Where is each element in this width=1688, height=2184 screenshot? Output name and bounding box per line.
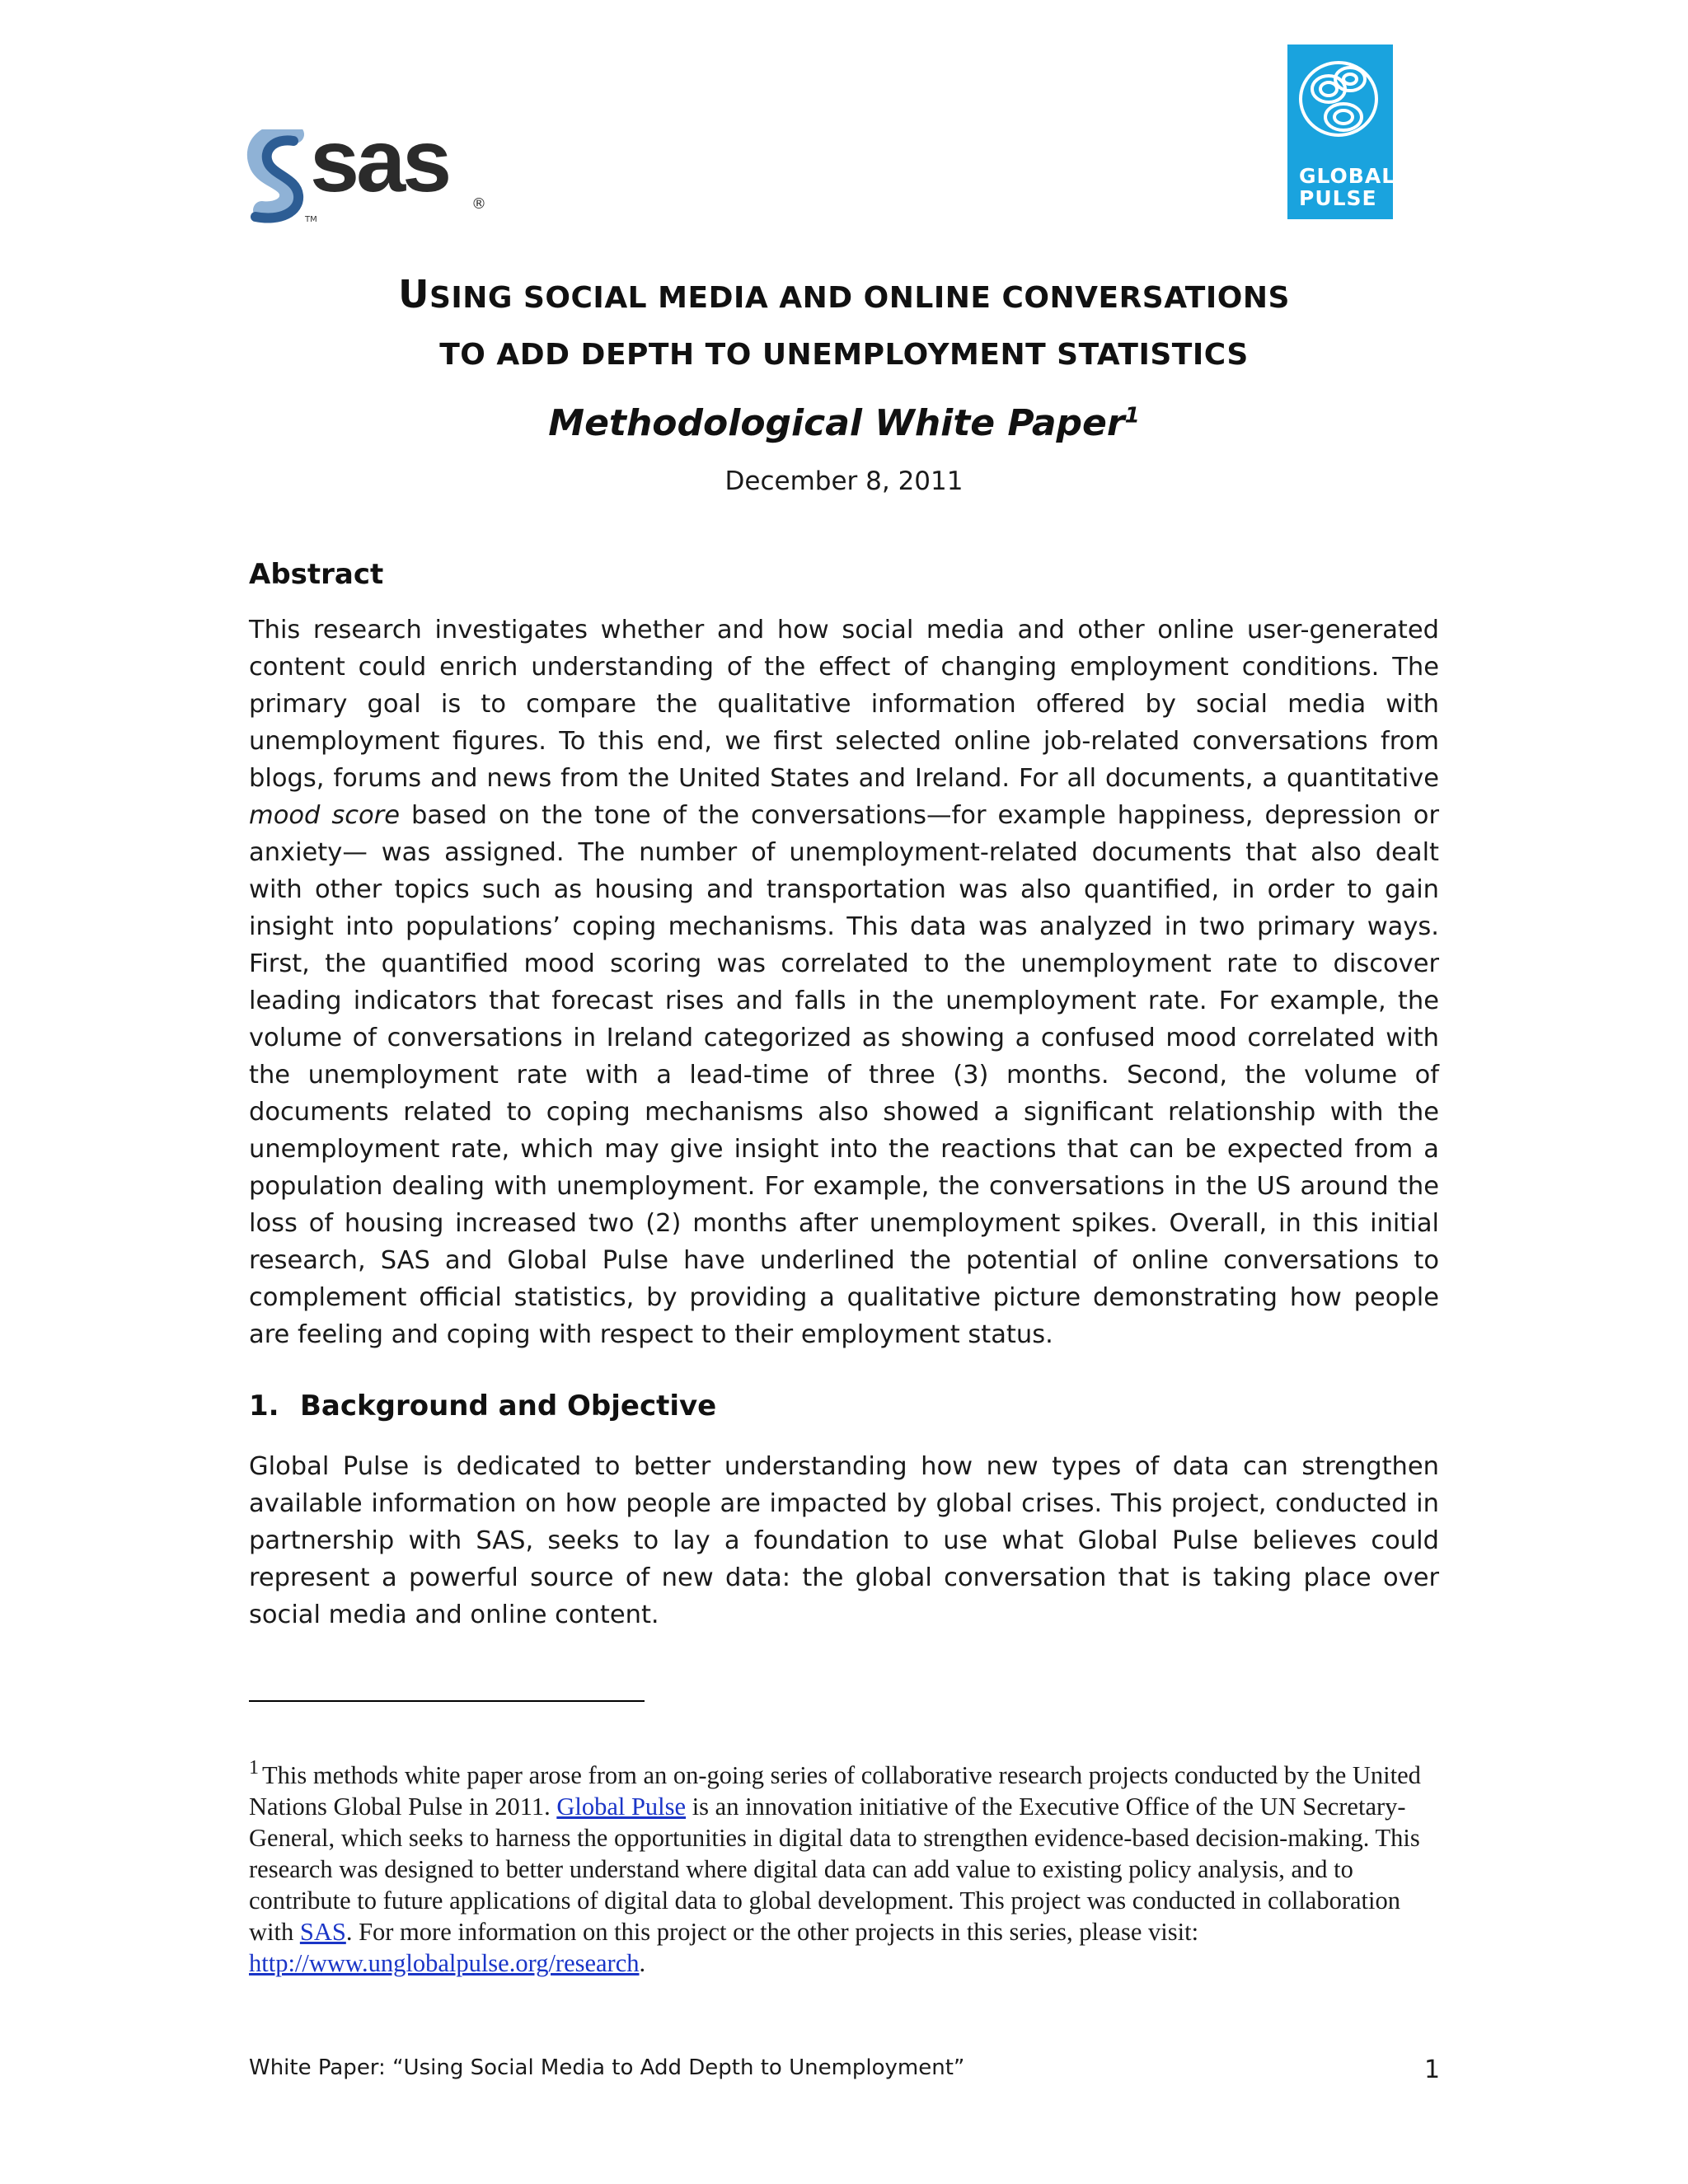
abstract-text-2: based on the tone of the conversations—for example happiness, depression or anxiety— was assigned. The number of unemployment-related documents that also dealt with other topics such as housing and transportation was also quantified, in order to gain insight into populations’ coping mechanisms. This data was analyzed in two primary ways. First, the quantified mood scoring was correlated to the unemployment rate to discover leading indicators that forecast rises and falls in the unemployment rate. For example, the volume of conversations in Ireland categorized as showing a confused mood correlated with the unemployment rate with a lead-time of three (3) months. Second, the volume of documents related to coping mechanisms also showed a significant relationship with the unemployment rate, which may give insight into the reactions that can be expected from a population dealing with unemployment. For example, the conversations in the US around the loss of housing increased two (2) months after unemployment spikes. Overall, in this initial research, SAS and Global Pulse have underlined the potential of online conversations to complement official statistics, by providing a qualitative picture demonstrating how people are feeling and coping with respect to their employment status. [249,801,1439,1349]
footnote [249,1752,1439,1979]
footnote-text-2: is an innovation initiative of the Executive Office of the UN Secretary-General, which seeks to harness the opportunities in digital data to strengthen evidence-based decision-making. This research was designed to better understand where digital data can add value to existing policy analysis, and to contribute to future applications of digital data to global development. This project was conducted in collaboration with [249,1793,1420,1946]
global-pulse-line1: GLOBAL [1299,164,1396,188]
title-initial-cap: U [398,272,429,316]
research-url-link[interactable]: http://www.unglobalpulse.org/research [249,1949,640,1977]
footnote-separator [249,1700,645,1702]
publication-date: December 8, 2011 [724,466,964,496]
trademark-mark: TM [305,215,317,224]
section-1-heading [249,1390,716,1422]
page-footer: White Paper: “Using Social Media to Add Depth to Unemployment” [249,2055,965,2080]
global-pulse-rings-icon [1287,45,1393,160]
footnote-text-4: . [639,1949,646,1977]
title-line-2: TO ADD DEPTH TO UNEMPLOYMENT STATISTICS [439,338,1249,372]
section-number: 1. [249,1390,279,1422]
section-1-paragraph: Global Pulse is dedicated to better understanding how new types of data can strengthen available information on how people are impacted by global crises. This project, conducted in partnership with SAS, seeks to lay a foundation to use what Global Pulse believes could represent a powerful source of new data: the global conversation that is taking place over social media and online content. [249,1452,1439,1629]
title-line-1 [0,272,1688,316]
sas-swirl-icon [244,129,318,227]
registered-mark: ® [471,195,486,213]
subtitle-text: Methodological White Paper [548,402,1125,444]
abstract-italic-term: mood score [249,801,400,830]
abstract-paragraph [249,612,1439,1353]
global-pulse-logo [1287,45,1396,219]
global-pulse-text [1299,164,1396,210]
abstract-heading: Abstract [249,558,384,591]
section-title: Background and Objective [300,1390,717,1422]
page-number: 1 [1424,2055,1441,2084]
footnote-text-1: This methods white paper arose from an on-going series of collaborative research projects conducted by the United Nations Global Pulse in 2011. [249,1761,1421,1821]
subtitle-footnote-mark: 1 [1124,403,1140,429]
abstract-text-1: This research investigates whether and how social media and other online user-generated content could enrich understanding of the effect of changing employment conditions. The primary goal is to compare the qualitative information offered by social media with unemployment figures. To this end, we first selected online job-related conversations from blogs, forums and news from the United States and Ireland. For all documents, a quantitative [249,616,1439,793]
subtitle [0,402,1688,444]
global-pulse-line2: PULSE [1299,186,1377,210]
footnote-text-3: . For more information on this project or the other projects in this series, please visit: [345,1918,1199,1946]
sas-logo [244,110,491,235]
title-line-1-rest: SING SOCIAL MEDIA AND ONLINE CONVERSATIONS [429,281,1290,315]
global-pulse-link[interactable]: Global Pulse [556,1793,687,1821]
footnote-mark: 1 [249,1757,259,1779]
sas-link[interactable]: SAS [299,1918,346,1946]
sas-wordmark: sas [310,110,449,210]
